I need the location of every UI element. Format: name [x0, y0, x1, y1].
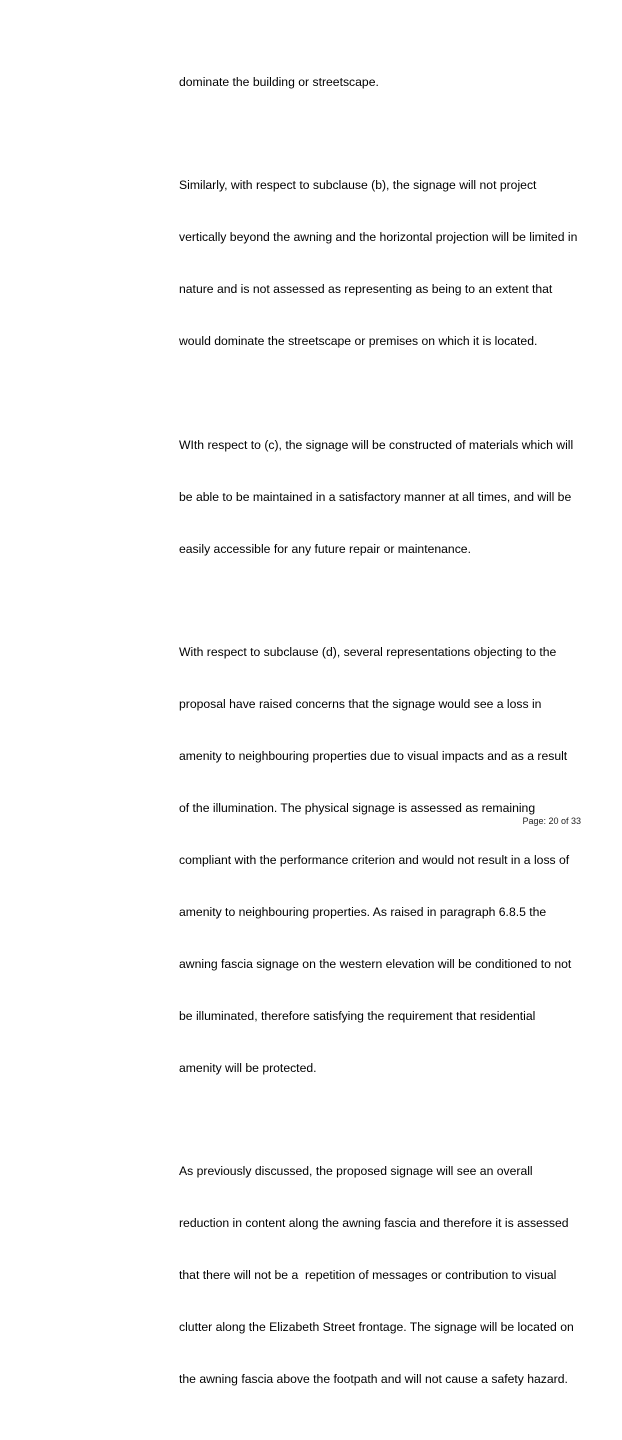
text-line: would dominate the streetscape or premises on which it is located.	[179, 334, 538, 349]
text-line: amenity to neighbouring properties. As raised in paragraph 6.8.5 the	[179, 904, 547, 919]
text-line: easily accessible for any future repair or maintenance.	[179, 541, 471, 556]
text-line: of the illumination. The physical signage is assessed as remaining	[179, 801, 536, 816]
text-line: With respect to subclause (d), several representations objecting to the	[179, 645, 557, 660]
body-text	[179, 39, 579, 1440]
text-line: As previously discussed, the proposed signage will see an overall	[179, 1164, 533, 1179]
text-line: amenity will be protected.	[179, 1060, 317, 1075]
text-line: be able to be maintained in a satisfactory manner at all times, and will be	[179, 489, 572, 504]
text-line: nature and is not assessed as representing as being to an extent that	[179, 282, 553, 297]
paragraph-subclause-b	[179, 143, 579, 385]
text-line: Similarly, with respect to subclause (b), the signage will not project	[179, 178, 537, 193]
text-line: awning fascia signage on the western elevation will be conditioned to not	[179, 956, 572, 971]
text-line: reduction in content along the awning fascia and therefore it is assessed	[179, 1216, 569, 1231]
text-line: dominate the building or streetscape.	[179, 74, 379, 89]
text-line: vertically beyond the awning and the horizontal projection will be limited in	[179, 230, 578, 245]
text-line: amenity to neighbouring properties due to visual impacts and as a result	[179, 749, 568, 764]
text-line: clutter along the Elizabeth Street frontage. The signage will be located on	[179, 1319, 574, 1334]
paragraph-continuation	[179, 39, 579, 125]
text-line: the awning fascia above the footpath and will not cause a safety hazard.	[179, 1371, 568, 1386]
paragraph-previous-discussion	[179, 1129, 579, 1423]
text-line: compliant with the performance criterion and would not result in a loss of	[179, 852, 570, 867]
text-line: proposal have raised concerns that the signage would see a loss in	[179, 697, 542, 712]
text-line: WIth respect to (c), the signage will be constructed of materials which will	[179, 437, 574, 452]
page-number: Page: 20 of 33	[522, 816, 581, 826]
paragraph-subclause-c	[179, 402, 579, 592]
text-line: that there will not be a repetition of messages or contribution to visual	[179, 1268, 557, 1283]
paragraph-subclause-d	[179, 610, 579, 1112]
text-line: be illuminated, therefore satisfying the requirement that residential	[179, 1008, 536, 1023]
